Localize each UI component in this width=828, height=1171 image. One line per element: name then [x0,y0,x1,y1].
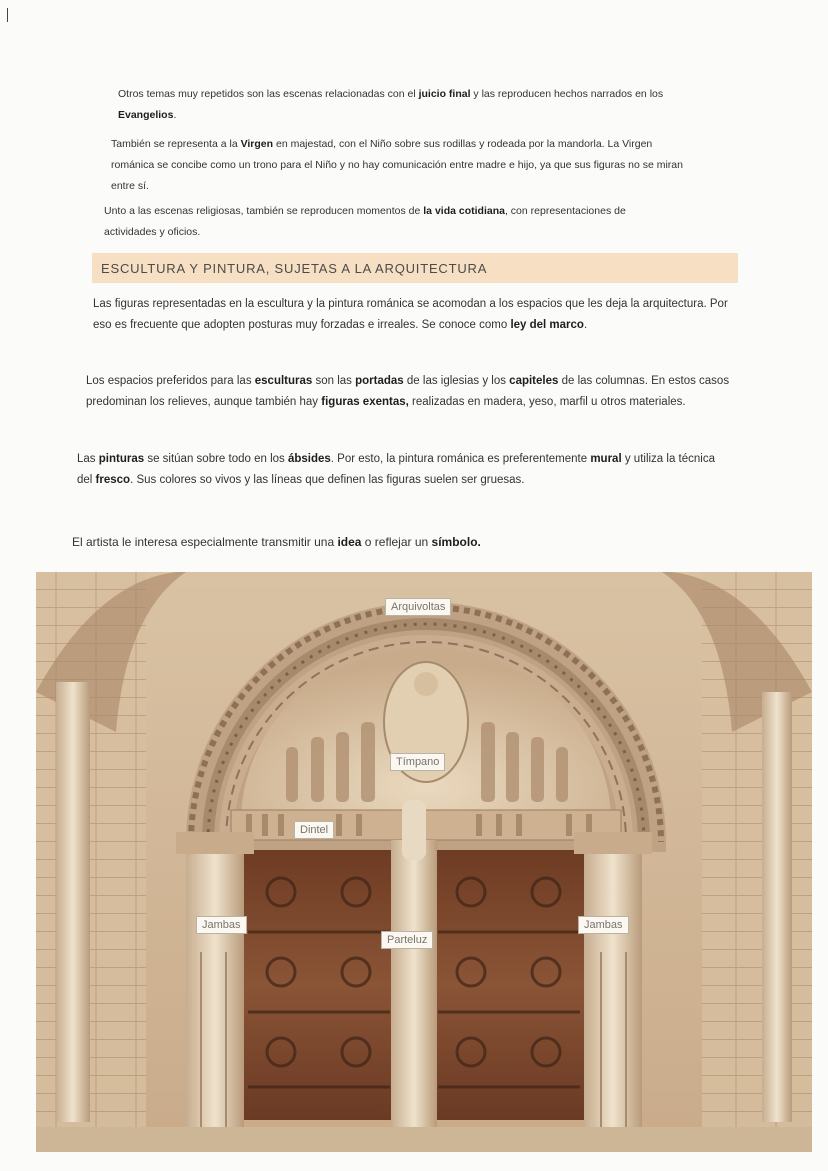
right-jambs [584,834,642,1130]
floor [36,1127,812,1152]
label-arquivoltas: Arquivoltas [385,598,451,616]
text-run: de las columnas. En estos casos predominan los relieves, aunque también hay [86,375,730,408]
right-outer-column [762,692,792,1122]
left-capital [176,832,254,854]
label-parteluz: Parteluz [381,931,433,949]
bold-mural: mural [590,453,622,465]
left-jambs [186,834,244,1130]
bold-evangelios: Evangelios [118,109,174,121]
bold-esculturas: esculturas [254,375,313,387]
bold-fresco: fresco [95,474,131,486]
paragraph-esculturas [86,371,736,413]
text-run: y las reproducen hechos narrados en los [470,88,664,100]
text-run: son las [312,375,356,387]
text-run: en majestad, con el Niño sobre sus rodillas y rodeada por la mandorla. La Virgen románica se concibe como un trono para el Niño y no hay comunicación entre madre e hijo, ya que sus figuras no se miran entre sí. [111,138,683,192]
bold-ley-del-marco: ley del marco [510,319,584,331]
text-run: realizadas en madera, yeso, marfil u otros materiales. [408,396,686,408]
label-dintel: Dintel [294,821,334,839]
text-run: . Sus colores so vivos y las líneas que definen las figuras suelen ser gruesas. [130,474,525,486]
label-jambas-right: Jambas [578,916,629,934]
paragraph-vida-cotidiana [104,201,664,243]
text-run: se sitúan sobre todo en los [144,453,288,465]
text-run: de las iglesias y los [403,375,510,387]
bold-simbolo: símbolo. [431,535,481,549]
text-run: El artista le interesa especialmente transmitir una [72,535,338,549]
text-run: . [583,319,588,331]
text-run: . [173,109,177,121]
text-cursor [7,8,8,22]
bold-vida-cotidiana: la vida cotidiana [423,205,505,217]
text-run: Unto a las escenas religiosas, también se reproducen momentos de [104,205,424,217]
text-run: , con representaciones de actividades y oficios. [104,205,626,238]
paragraph-ley-del-marco [93,294,738,336]
text-run: Las [77,453,99,465]
trumeau-statue [402,800,426,860]
section-heading [92,253,738,283]
text-run: Otros temas muy repetidos son las escenas relacionadas con el [118,88,419,100]
bold-virgen: Virgen [240,138,274,150]
section-heading-text: ESCULTURA Y PINTURA, SUJETAS A LA ARQUITECTURA [101,261,488,276]
bold-figuras-exentas: figuras exentas, [321,396,409,408]
text-run: y utiliza la técnica del [77,453,715,486]
portal-photograph [36,572,812,1152]
bold-idea: idea [337,535,362,549]
paragraph-idea-simbolo [72,532,732,553]
portal-illustration [36,572,812,1152]
bold-pinturas: pinturas [98,453,145,465]
bold-absides: ábsides [287,453,331,465]
bold-juicio-final: juicio final [418,88,471,100]
text-run: . Por esto, la pintura románica es preferentemente [330,453,591,465]
text-run: Las figuras representadas en la escultura y la pintura románica se acomodan a los espacios que les deja la arquitectura. Por eso es frecuente que adopten posturas muy forzadas e irreales. Se conoce como [93,298,728,331]
right-capital [574,832,652,854]
label-jambas-left: Jambas [196,916,247,934]
text-run: o reflejar un [361,535,432,549]
bold-portadas: portadas [355,375,404,387]
paragraph-virgen [111,134,696,197]
paragraph-pinturas [77,449,732,491]
label-timpano: Tímpano [390,753,445,771]
left-outer-column [56,682,90,1122]
bold-capiteles: capiteles [509,375,559,387]
paragraph-juicio-final [118,84,698,126]
christ-head [414,672,438,696]
text-run: También se representa a la [111,138,241,150]
trumeau [391,840,437,1130]
text-run: Los espacios preferidos para las [86,375,255,387]
